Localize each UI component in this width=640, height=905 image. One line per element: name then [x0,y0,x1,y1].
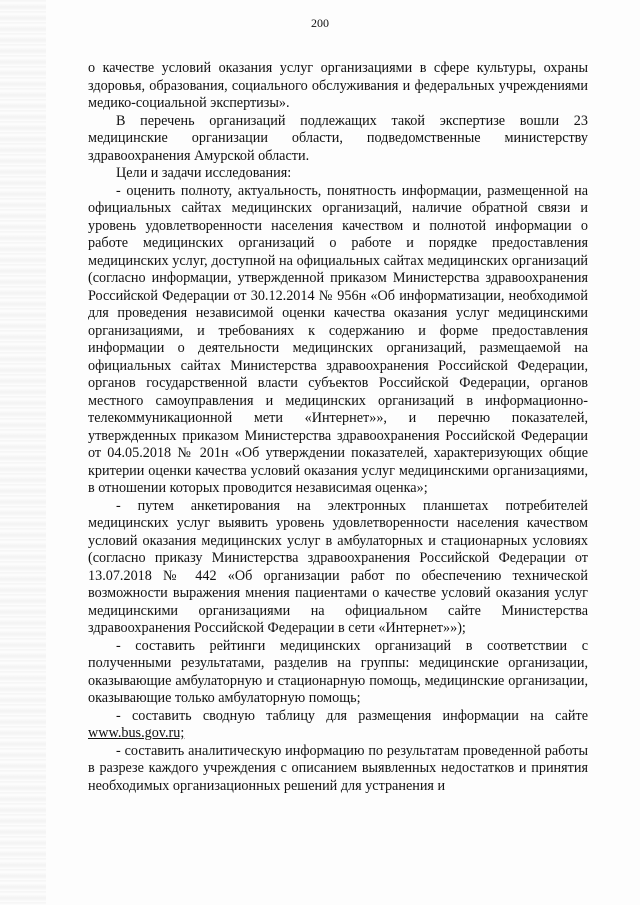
page-number: 200 [311,16,329,30]
bus-gov-link[interactable]: www.bus.gov.ru; [88,725,185,741]
paragraph-goals-heading: Цели и задачи исследования: [116,165,292,181]
list-item-survey: - путем анкетирования на электронных планшетах потребителей медицинских услуг выявить уровень удовлетворенности населения качеством условий оказания медицинских услуг в амбулаторных и стационарных условиях (согласно приказу Министерства здравоохранения Российской Федерации от 13.07.2018 № 442 «Об организации работ по обеспечению технической возможности выражения мнения пациентами о качестве условий оказания услуг медицинскими организациями на официальном сайте Министерства здравоохранения Российской Федерации в сети «Интернет»»); [88,497,588,636]
scan-edge-artifact [0,0,46,905]
list-item-ratings: - составить рейтинги медицинских организаций в соответствии с полученными результатами, разделив на группы: медицинские организации, оказывающие амбулаторную и стационарную помощь, медицинские организации, оказывающие только амбулаторную помощь; [88,637,588,706]
list-item-summary-table [88,708,588,743]
list-item-analytics: - составить аналитическую информацию по результатам проведенной работы в разрезе каждого учреждения с описанием выявленных недостатков и принятия необходимых организационных решений для устранения и [88,742,588,794]
document-body [88,60,588,795]
summary-table-text: - составить сводную таблицу для размещения информации на сайте [116,707,588,724]
list-item-evaluate-sites: - оценить полноту, актуальность, понятность информации, размещенной на официальных сайтах медицинских организаций, наличие обратной связи и уровень удовлетворенности населения качеством и полнотой информации о работе медицинских организаций о работе и порядке предоставления медицинских услуг, доступной на официальных сайтах медицинских организаций (согласно информации, утвержденной приказом Министерства здравоохранения Российской Федерации от 30.12.2014 № 956н «Об информатизации, необходимой для проведения независимой оценки качества оказания услуг медицинскими организациями, и требованиях к содержанию и форме предоставления информации о деятельности медицинских организаций, размещаемой на официальных сайтах Министерства здравоохранения Российской Федерации, органов государственной власти субъектов Российской Федерации, органов местного самоуправления и медицинских организаций в информационно-телекоммуникационной мети «Интернет»», и перечню показателей, утвержденных приказом Министерства здравоохранения Российской Федерации от 04.05.2018 № 201н «Об утверждении показателей, характеризующих общие критерии оценки качества условий оказания услуг медицинскими организациями, в отношении которых проводится независимая оценка»; [88,182,588,496]
paragraph-continuation: о качестве условий оказания услуг организациями в сфере культуры, охраны здоровья, образования, социального обслуживания и федеральных учреждениями медико-социальной экспертизы». [88,60,588,111]
paragraph-organizations: В перечень организаций подлежащих такой экспертизе вошли 23 медицинские организации области, подведомственные министерству здравоохранения Амурской области. [88,112,588,164]
